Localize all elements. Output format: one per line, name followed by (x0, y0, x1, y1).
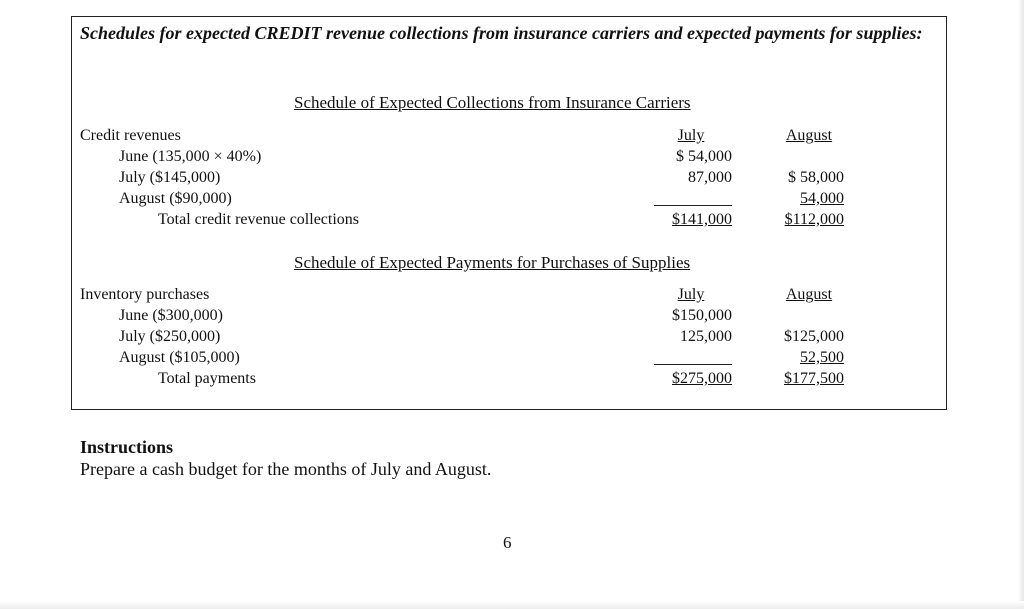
collections-total-august: $112,000 (784, 211, 844, 228)
payments-total-label: Total payments (158, 370, 256, 387)
collections-august-header: August (785, 127, 833, 144)
collections-row-july: $ 54,000 (676, 148, 732, 165)
instructions-text: Prepare a cash budget for the months of July and August. (80, 459, 492, 479)
collections-total-july: $141,000 (672, 211, 732, 228)
collections-total-label: Total credit revenue collections (158, 211, 360, 228)
payments-row-august: 52,500 (800, 349, 844, 366)
collections-row-label: August ($90,000) (119, 190, 232, 207)
collections-row-august: 54,000 (800, 190, 844, 207)
instructions-title: Instructions (80, 437, 174, 457)
payments-row-july: $150,000 (672, 307, 732, 324)
payments-total-july: $275,000 (672, 370, 732, 387)
payments-row-label: June ($300,000) (119, 307, 223, 324)
collections-row-label: July ($145,000) (119, 169, 221, 186)
page-number: 6 (503, 533, 512, 552)
payments-row-july: 125,000 (680, 328, 732, 345)
payments-schedule-title: Schedule of Expected Payments for Purchases of Supplies (294, 253, 691, 272)
collections-schedule-title: Schedule of Expected Collections from Insurance Carriers (294, 93, 691, 112)
collections-row-label: June (135,000 × 40%) (119, 148, 262, 165)
collections-july-subtotal-rule (654, 205, 732, 206)
payments-july-subtotal-rule (654, 364, 732, 365)
inventory-purchases-label: Inventory purchases (80, 286, 210, 303)
payments-row-label: August ($105,000) (119, 349, 240, 366)
collections-row-august: $ 58,000 (788, 169, 844, 186)
collections-july-header: July (677, 127, 705, 144)
page-edge-shadow (1018, 0, 1024, 609)
payments-august-header: August (785, 286, 833, 303)
collections-row-july: 87,000 (688, 169, 732, 186)
page-bottom-shadow (0, 601, 1024, 609)
payments-row-label: July ($250,000) (119, 328, 221, 345)
schedules-box (71, 16, 947, 410)
payments-july-header: July (677, 286, 705, 303)
schedules-heading: Schedules for expected CREDIT revenue collections from insurance carriers and expected payments for supplies: (80, 23, 923, 43)
payments-row-august: $125,000 (784, 328, 844, 345)
credit-revenues-label: Credit revenues (80, 127, 181, 144)
payments-total-august: $177,500 (784, 370, 844, 387)
